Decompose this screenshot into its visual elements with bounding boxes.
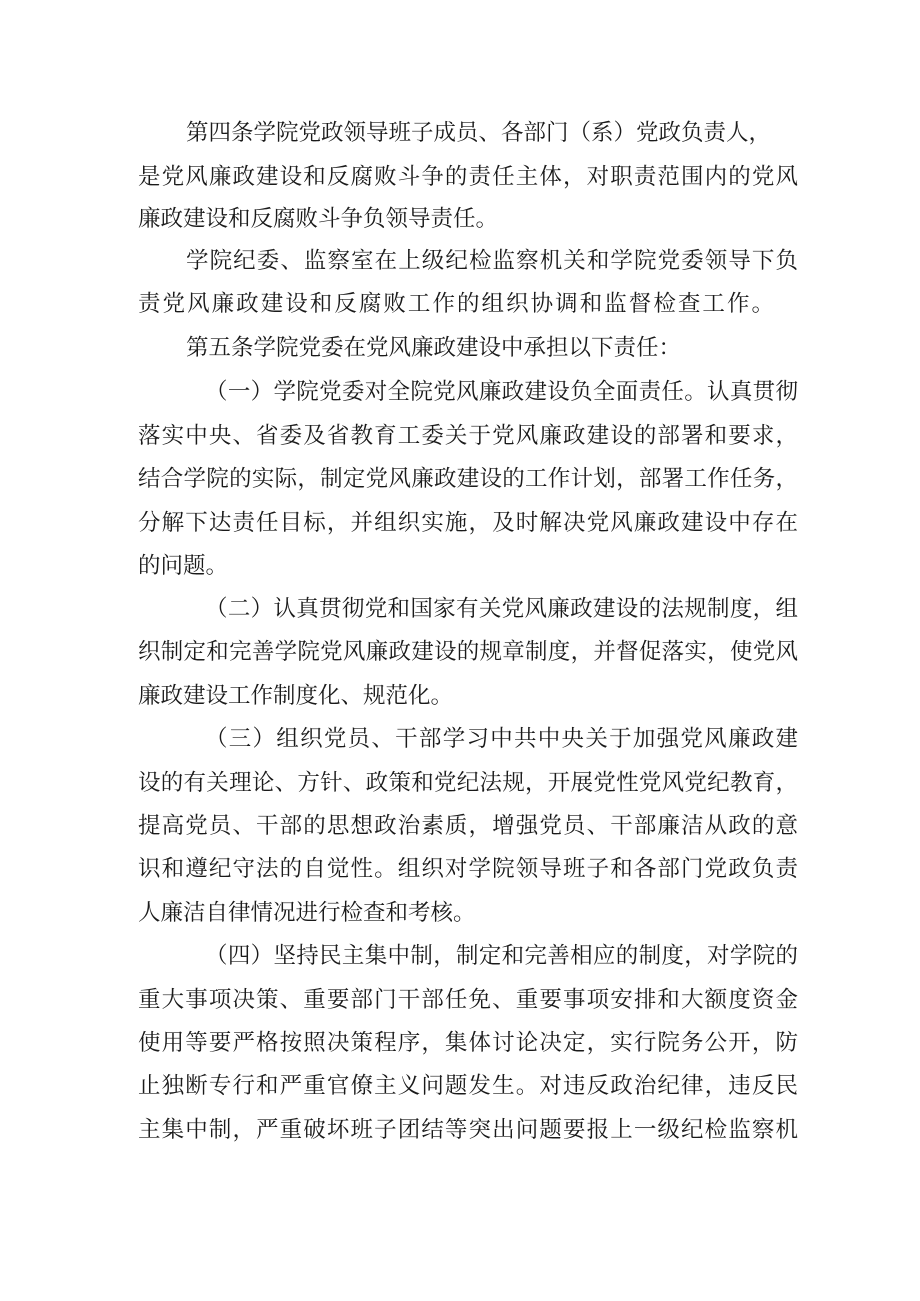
item-4-line-4: 止独断专行和严重官僚主义问题发生。对违反政治纪律，违反民	[138, 1073, 798, 1099]
item-1-line-4: 分解下达责任目标，并组织实施，及时解决党风廉政建设中存在	[138, 510, 798, 536]
paragraph-commission-line-1: 学院纪委、监察室在上级纪检监察机关和学院党委领导下负	[186, 248, 798, 274]
item-1-line-3: 结合学院的实际，制定党风廉政建设的工作计划，部署工作任务，	[138, 466, 798, 492]
item-2-line-3: 廉政建设工作制度化、规范化。	[138, 683, 454, 709]
item-1-line-1: （一）学院党委对全院党风廉政建设负全面责任。认真贯彻	[205, 379, 798, 405]
item-2-line-2: 织制定和完善学院党风廉政建设的规章制度，并督促落实，使党风	[138, 639, 798, 665]
item-3-line-1: （三）组织党员、干部学习中共中央关于加强党风廉政建	[205, 726, 798, 752]
item-1-line-2: 落实中央、省委及省教育工委关于党风廉政建设的部署和要求，	[138, 423, 798, 449]
paragraph-article4-line-2: 是党风廉政建设和反腐败斗争的责任主体，对职责范围内的党风	[138, 164, 798, 190]
item-4-line-3: 使用等要严格按照决策程序，集体讨论决定，实行院务公开，防	[138, 1030, 798, 1056]
item-4-line-2: 重大事项决策、重要部门干部任免、重要事项安排和大额度资金	[138, 987, 798, 1013]
paragraph-article4-line-1: 第四条学院党政领导班子成员、各部门（系）党政负责人，	[186, 120, 772, 146]
item-4-line-1: （四）坚持民主集中制，制定和完善相应的制度，对学院的	[205, 943, 798, 969]
item-1-line-5: 的问题。	[138, 553, 229, 579]
item-3-line-3: 提高党员、干部的思想政治素质，增强党员、干部廉洁从政的意	[138, 813, 798, 839]
paragraph-commission-line-2: 责党风廉政建设和反腐败工作的组织协调和监督检查工作。	[138, 291, 774, 317]
paragraph-article5-line-1: 第五条学院党委在党风廉政建设中承担以下责任：	[186, 335, 682, 361]
item-3-line-2: 设的有关理论、方针、政策和党纪法规，开展党性党风党纪教育，	[138, 770, 798, 796]
paragraph-article4-line-3: 廉政建设和反腐败斗争负领导责任。	[138, 206, 499, 232]
item-2-line-1: （二）认真贯彻党和国家有关党风廉政建设的法规制度，组	[205, 596, 798, 622]
item-4-line-5: 主集中制，严重破坏班子团结等突出问题要报上一级纪检监察机	[138, 1117, 798, 1143]
item-3-line-4: 识和遵纪守法的自觉性。组织对学院领导班子和各部门党政负责	[138, 856, 798, 882]
item-3-line-5: 人廉洁自律情况进行检查和考核。	[138, 900, 476, 926]
